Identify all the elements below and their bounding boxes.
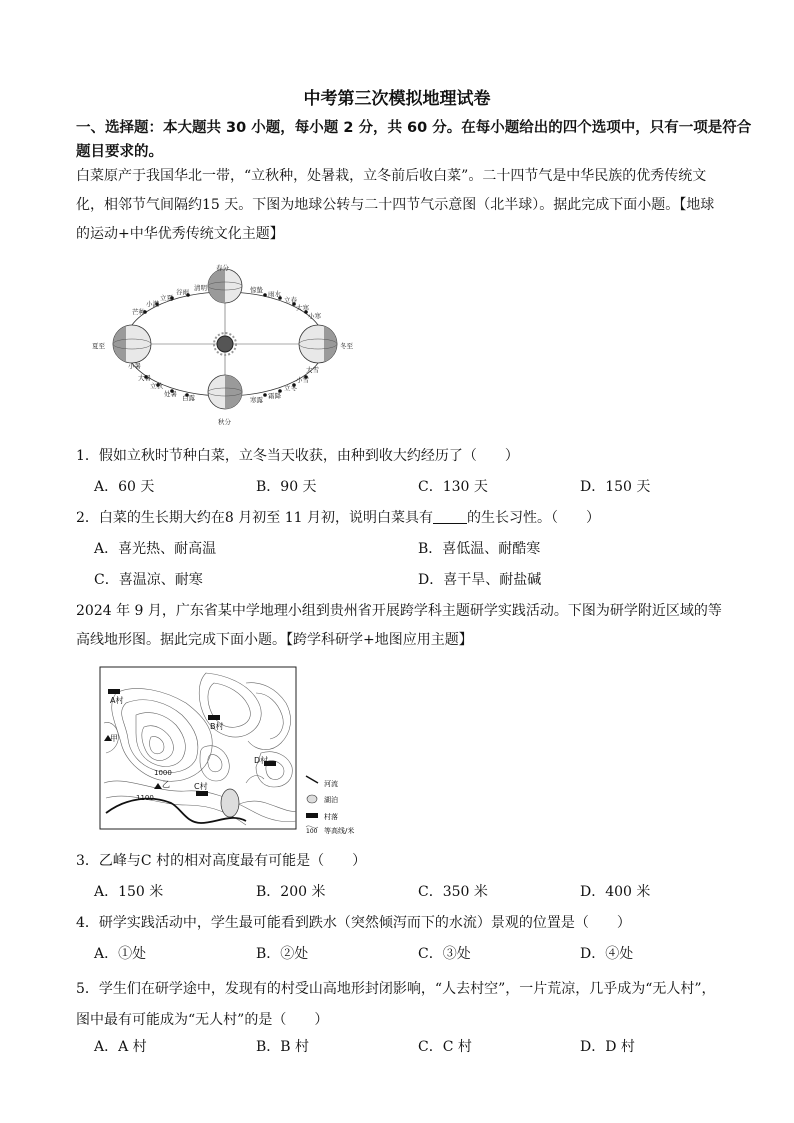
term-label: 大暑 [138, 374, 151, 382]
village-c-label: C村 [194, 782, 208, 791]
term-label: 春分 [216, 264, 229, 272]
term-label: 小雪 [296, 376, 309, 384]
term-label: 谷雨 [176, 288, 189, 296]
section-heading: 一、选择题：本大题共 30 小题，每小题 2 分，共 60 分。在每小题给出的四个选项中，只有一项是符合题目要求的。 [76, 120, 752, 160]
term-label: 小满 [146, 300, 159, 308]
legend-lake-symbol [307, 795, 317, 803]
q2-option-a[interactable]: A．喜光热、耐高温 [94, 541, 217, 557]
q3-option-d[interactable]: D．400 米 [580, 884, 651, 900]
passage-1-line: 化，相邻节气间隔约15 天。下图为地球公转与二十四节气示意图（北半球）。据此完成下面小题。【地球 [76, 197, 715, 213]
term-label: 霜降 [268, 392, 281, 400]
legend-contour-text: 等高线/米 [324, 827, 355, 835]
term-label: 冬至 [340, 342, 353, 350]
passage-2 [76, 597, 756, 655]
q3-option-a[interactable]: A．150 米 [94, 884, 164, 900]
contour-map-figure [96, 663, 376, 839]
earth-summer [113, 325, 151, 363]
term-label: 夏至 [92, 342, 105, 350]
legend-lake-text: 湖泊 [324, 796, 338, 804]
term-label: 清明 [194, 284, 207, 292]
sun [217, 336, 233, 352]
q3-option-b[interactable]: B．200 米 [256, 884, 326, 900]
q1-option-d[interactable]: D．150 天 [580, 479, 651, 495]
q5-stem-line: 图中最有可能成为“无人村”的是（ ） [76, 1012, 329, 1028]
question-5-stem [76, 974, 756, 1036]
village-b-label: B村 [210, 722, 224, 731]
q2-stem-after: 的生长习性。（ ） [466, 510, 600, 526]
passage-1 [76, 162, 756, 249]
q4-option-d[interactable]: D．④处 [580, 946, 634, 962]
term-label: 雨水 [268, 290, 281, 298]
village-a-label: A村 [110, 696, 124, 705]
q1-option-a[interactable]: A．60 天 [94, 479, 155, 495]
passage-1-line: 的运动+中华优秀传统文化主题】 [76, 226, 284, 242]
q2-option-b[interactable]: B．喜低温、耐酷寒 [418, 541, 541, 557]
earth-autumn [208, 375, 242, 409]
q5-option-a[interactable]: A．A 村 [94, 1039, 147, 1055]
q1-option-c[interactable]: C．130 天 [418, 479, 488, 495]
legend-village-symbol [306, 813, 318, 818]
contour-label-1000: 1000 [154, 769, 172, 777]
legend-contour-value: 100 [306, 828, 318, 835]
contour-label-1100: 1100 [136, 794, 154, 802]
term-label: 大雪 [306, 366, 319, 374]
term-label: 秋分 [218, 418, 231, 426]
q2-option-c[interactable]: C．喜温凉、耐寒 [94, 572, 203, 588]
term-label: 处暑 [164, 390, 177, 398]
question-4-stem: 4．研学实践活动中，学生最可能看到跌水（突然倾泻而下的水流）景观的位置是（ ） [76, 915, 631, 931]
peak-yi-label: 乙 [162, 780, 170, 789]
q4-option-a[interactable]: A．①处 [94, 946, 147, 962]
term-label: 惊蛰 [250, 286, 263, 294]
question-3-stem: 3．乙峰与C 村的相对高度最有可能是（ ） [76, 853, 367, 869]
q5-stem-line: 5．学生们在研学途中，发现有的村受山高地形封闭影响，“人去村空”，一片荒凉，几乎成为“无人村”， [76, 981, 716, 997]
answer-blank [433, 509, 467, 524]
peak-jia-label: 甲 [110, 734, 118, 743]
term-label: 小暑 [128, 362, 141, 370]
q5-option-c[interactable]: C．C 村 [418, 1039, 472, 1055]
q4-option-b[interactable]: B．②处 [256, 946, 309, 962]
lake [221, 789, 239, 817]
legend-river-symbol [306, 776, 318, 783]
term-label: 立秋 [150, 382, 163, 390]
earth-winter [299, 325, 337, 363]
legend-village-text: 村落 [324, 813, 338, 821]
legend-river-text: 河流 [324, 780, 338, 788]
term-label: 立冬 [284, 384, 297, 392]
page-title: 中考第三次模拟地理试卷 [303, 89, 491, 109]
term-label: 芒种 [132, 308, 145, 316]
q5-option-b[interactable]: B．B 村 [256, 1039, 310, 1055]
passage-1-line: 白菜原产于我国华北一带，“立秋种，处暑栽，立冬前后收白菜”。二十四节气是中华民族的优秀传统文 [76, 168, 707, 184]
q1-option-b[interactable]: B．90 天 [256, 479, 317, 495]
q2-option-d[interactable]: D．喜干旱、耐盐碱 [418, 572, 542, 588]
passage-2-line: 高线地形图。据此完成下面小题。【跨学科研学+地图应用主题】 [76, 632, 473, 648]
orbit-solar-terms-figure [90, 262, 360, 432]
term-label: 大寒 [296, 304, 309, 312]
question-2-stem [76, 507, 756, 529]
q5-option-d[interactable]: D．D 村 [580, 1039, 635, 1055]
village-d-label: D村 [254, 756, 269, 765]
passage-2-line: 2024 年 9 月，广东省某中学地理小组到贵州省开展跨学科主题研学实践活动。下图为研学附近区域的等 [76, 603, 722, 619]
question-1-stem: 1．假如立秋时节种白菜，立冬当天收获，由种到收大约经历了（ ） [76, 448, 519, 464]
q4-option-c[interactable]: C．③处 [418, 946, 471, 962]
term-label: 白露 [182, 394, 195, 402]
term-label: 立夏 [160, 294, 173, 302]
map-legend [306, 776, 354, 835]
q2-stem-before: 2．白菜的生长期大约在8 月初至 11 月初，说明白菜具有 [76, 510, 433, 526]
q3-option-c[interactable]: C．350 米 [418, 884, 488, 900]
earth-spring [208, 269, 242, 303]
term-label: 立春 [284, 296, 297, 304]
term-label: 小寒 [308, 312, 321, 320]
term-label: 寒露 [250, 396, 263, 404]
